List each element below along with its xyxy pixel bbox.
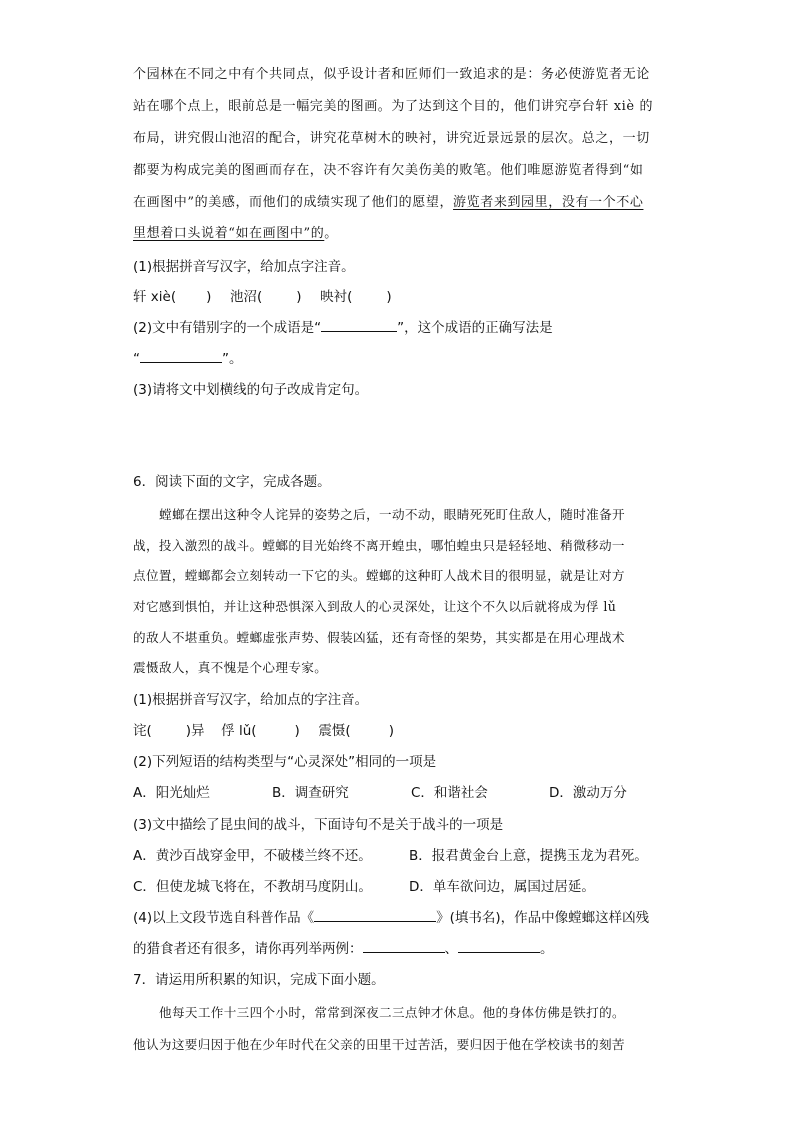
- q6-predator-example-1-blank[interactable]: [363, 940, 445, 953]
- q6-sub-question-1: (1)根据拼音写汉字，给加点的字注音。: [133, 692, 369, 708]
- q7-title: 7．请运用所积累的知识，完成下面小题。: [133, 972, 385, 988]
- q6-passage-line-1: 螳螂在摆出这种令人诧异的姿势之后，一动不动，眼睛死死盯住敌人，随时准备开: [159, 507, 625, 522]
- q5-passage-line-5: [133, 194, 673, 212]
- q6-s4-text-b: 》(填书名)，作品中像螳螂这样凶残: [436, 910, 650, 926]
- q6-item-b-close: ): [294, 723, 300, 739]
- q7-passage-line-2: 他认为这要归因于他在少年时代在父亲的田里干过苦活，要归因于他在学校读书的刻苦: [133, 1037, 625, 1052]
- q5-pinyin-items: [133, 288, 673, 306]
- q5-item-chizhao: 池沼(: [229, 289, 263, 305]
- q6-item-fulu: 俘 lǔ(: [221, 723, 257, 739]
- q6-s2-option-c[interactable]: C．和谐社会: [411, 785, 488, 801]
- q5-underlined-sentence-part-1: 游览者来到园里，没有一个不心: [453, 195, 644, 210]
- q5-s2-text-c: “: [133, 351, 140, 367]
- q6-passage-line-2: 战，投入激烈的战斗。螳螂的目光始终不离开蝗虫，哪怕蝗虫只是轻轻地、稍微移动一: [133, 538, 625, 553]
- q5-passage-period: 。: [324, 226, 338, 241]
- q6-s3-option-c[interactable]: C．但使龙城飞将在，不教胡马度阴山。: [133, 879, 372, 895]
- q5-item-b-close: ): [296, 289, 302, 305]
- q6-passage-line-3: 点位置，螳螂都会立刻转动一下它的头。螳螂的这种盯人战术目的很明显，就是让对方: [133, 568, 625, 583]
- q5-item-xuan-xie: 轩 xiè(: [133, 289, 177, 305]
- q5-sub-question-1: (1)根据拼音写汉字，给加点字注音。: [133, 259, 355, 275]
- q5-passage-line-6: [133, 225, 673, 243]
- q5-wrong-idiom-blank[interactable]: [321, 319, 397, 332]
- q5-sub-question-2-cont: [133, 350, 673, 368]
- q5-passage-line-4: 都要为构成完美的图画而存在，决不容许有欠美伤美的败笔。他们唯愿游览者得到“如: [133, 163, 644, 178]
- q5-correct-idiom-blank[interactable]: [140, 350, 222, 363]
- q6-predator-example-2-blank[interactable]: [458, 940, 540, 953]
- q5-passage-line-2: 站在哪个点上，眼前总是一幅完美的图画。为了达到这个目的，他们讲究亭台轩 xiè 的: [133, 99, 654, 114]
- q5-underlined-sentence-part-2: 里想着口头说着“如在画图中”的: [133, 226, 325, 241]
- q6-s2-option-d[interactable]: D．激动万分: [549, 785, 627, 801]
- q6-book-title-blank[interactable]: [314, 909, 436, 922]
- q6-s2-option-a[interactable]: A．阳光灿烂: [133, 785, 210, 801]
- q5-passage-line-5-plain: 在画图中”的美感，而他们的成绩实现了他们的愿望，: [133, 195, 454, 210]
- q6-passage-line-4: 对它感到惧怕，并让这种恐惧深入到敌人的心灵深处，让这个不久以后就将成为俘 lǔ: [133, 599, 617, 614]
- q6-item-c-close: ): [388, 723, 394, 739]
- q5-s2-text-d: ”。: [222, 351, 243, 367]
- q5-item-c-close: ): [386, 289, 392, 305]
- q6-sub-question-4-cont: [133, 940, 673, 958]
- q6-s4-text-c: 的猎食者还有很多，请你再列举两例：: [133, 941, 363, 957]
- q6-sub-question-4: [133, 909, 673, 927]
- q5-s2-text-a: (2)文中有错别字的一个成语是“: [133, 320, 322, 336]
- q5-passage-line-1: 个园林在不同之中有个共同点，似乎设计者和匠师们一致追求的是：务必使游览者无论: [133, 67, 650, 82]
- q5-passage-line-3: 布局，讲究假山池沼的配合，讲究花草树木的映衬，讲究近景远景的层次。总之，一切: [133, 131, 650, 146]
- q6-s2-option-b[interactable]: B．调查研究: [272, 785, 349, 801]
- q6-passage-line-5: 的敌人不堪重负。螳螂虚张声势、假装凶猛，还有奇怪的架势，其实都是在用心理战术: [133, 630, 625, 645]
- q6-passage-line-6: 震慑敌人，真不愧是个心理专家。: [133, 660, 328, 675]
- q5-item-yingchen: 映衬(: [320, 289, 353, 305]
- q7-passage-line-1: 他每天工作十三四个小时，常常到深夜二三点钟才休息。他的身体仿佛是铁打的。: [159, 1005, 625, 1020]
- q6-s3-option-b[interactable]: B．报君黄金台上意，提携玉龙为君死。: [409, 848, 648, 864]
- q6-item-zhenshe: 震慑(: [318, 723, 351, 739]
- q6-pinyin-items: [133, 722, 673, 740]
- q6-item-a-close: )异: [185, 723, 205, 739]
- q6-sub-question-3: (3)文中描绘了昆虫间的战斗，下面诗句不是关于战斗的一项是: [133, 817, 504, 833]
- q5-item-a-close: ): [206, 289, 212, 305]
- q6-s4-text-e: 。: [540, 941, 554, 957]
- q5-sub-question-3: (3)请将文中划横线的句子改成肯定句。: [133, 382, 369, 398]
- q5-s2-text-b: ”，这个成语的正确写法是: [397, 320, 553, 336]
- q6-s3-option-d[interactable]: D．单车欲问边，属国过居延。: [409, 879, 595, 895]
- q6-s4-text-a: (4)以上文段节选自科普作品《: [133, 910, 315, 926]
- q6-title: 6．阅读下面的文字，完成各题。: [133, 474, 331, 490]
- q5-sub-question-2: [133, 319, 673, 337]
- q6-s4-text-d: 、: [444, 941, 458, 957]
- q6-sub-question-2: (2)下列短语的结构类型与“心灵深处”相同的一项是: [133, 754, 437, 770]
- q6-item-chayi: 诧(: [133, 723, 152, 739]
- q6-s3-option-a[interactable]: A．黄沙百战穿金甲，不破楼兰终不还。: [133, 848, 372, 864]
